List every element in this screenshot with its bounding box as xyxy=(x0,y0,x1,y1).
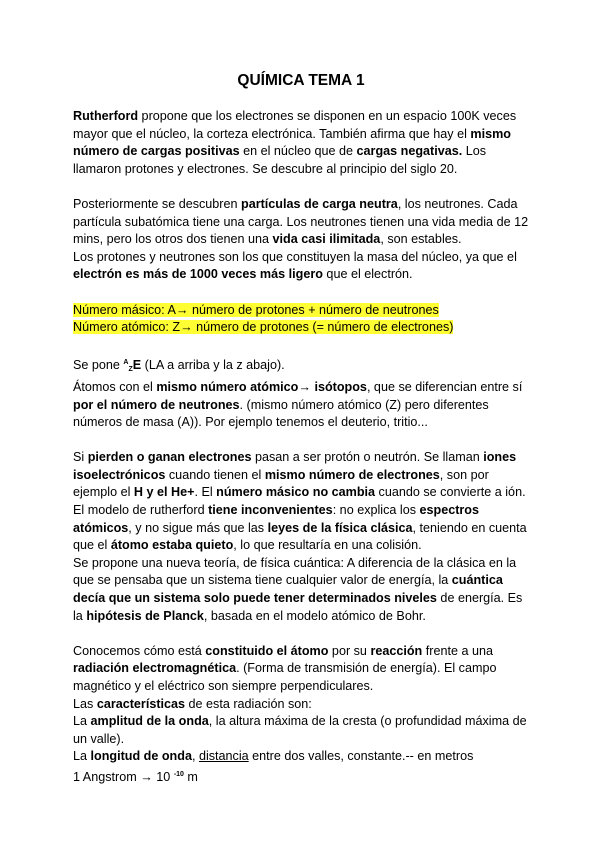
bold-text: cuántica decía que un sistema solo puede tener determinados niveles xyxy=(73,573,503,606)
text-run: , son estables. xyxy=(380,232,462,247)
text-run: Se propone una nueva teoría, de física cuántica: A diferencia de la clásica en la que se pensaba que un sistema tiene cualquier valor de energía, la xyxy=(73,555,517,588)
text-run: , y no sigue más que las xyxy=(128,520,268,535)
text-run: en el núcleo que de xyxy=(239,144,357,159)
paragraph xyxy=(73,766,533,787)
bold-text: iones isoelectrónicos xyxy=(73,450,517,482)
paragraph-gap xyxy=(73,337,533,355)
text-run: , son por ejemplo el xyxy=(73,467,489,500)
text-run: Los protones y neutrones son los que constituyen la masa del núcleo, ya que el xyxy=(73,249,517,264)
bold-text: E xyxy=(132,358,142,373)
paragraph-gap xyxy=(73,432,533,450)
text-run: m xyxy=(183,769,198,784)
bold-text: constituido el átomo xyxy=(205,643,329,658)
bold-text: H y el He+ xyxy=(133,485,195,500)
bold-text: características xyxy=(96,696,186,711)
bold-text: hipótesis de Planck xyxy=(86,608,204,623)
text-run: propone que los electrones se disponen en un espacio 100K veces mayor que el núcleo, la corteza electrónica. También afirma que hay el xyxy=(73,109,517,141)
text-run: . (mismo número atómico (Z) pero diferentes números de masa (A)). Por ejemplo tenemos el deuterio, tritio... xyxy=(73,397,489,430)
text-run: entre dos valles, constante.-- en metros xyxy=(248,749,474,764)
bold-text: espectros atómicos xyxy=(73,503,480,535)
paragraph xyxy=(73,302,533,320)
paragraph xyxy=(73,196,533,249)
subscript: Z xyxy=(128,366,133,374)
page-title: QUÍMICA TEMA 1 xyxy=(237,72,365,89)
text-run: El modelo de rutherford xyxy=(73,503,209,518)
text-run: Conocemos cómo está xyxy=(73,643,206,658)
paragraph xyxy=(73,379,533,432)
bold-text: Rutherford xyxy=(73,109,139,123)
paragraph-gap xyxy=(73,625,533,643)
text-run: , lo que resultaría en una colisión. xyxy=(233,538,422,553)
text-run: Si xyxy=(73,450,88,465)
bold-text: cargas negativas. xyxy=(356,144,463,159)
text-run: frente a una xyxy=(422,643,493,658)
bold-text: vida casi ilimitada xyxy=(272,232,381,247)
text-run: , la altura máxima de la cresta (o profundidad máxima de un valle). xyxy=(73,714,527,746)
text-run: Se pone xyxy=(73,358,124,373)
paragraph xyxy=(73,555,533,625)
bold-text: átomo estaba quieto xyxy=(110,538,234,553)
superscript: -10 xyxy=(173,770,184,778)
text-run: . El xyxy=(194,485,217,500)
text-run: : no explica los xyxy=(332,503,420,518)
paragraph xyxy=(73,696,533,714)
paragraph xyxy=(73,354,533,379)
text-run: , los neutrones. Cada partícula subatómica tiene una carga. Los neutrones tienen una vida media de 12 mins, pero los otros dos tienen una xyxy=(73,196,529,247)
bold-text: radiación electromagnética xyxy=(73,661,237,676)
text-run: Posteriormente se descubren xyxy=(73,196,242,211)
paragraph xyxy=(73,449,533,502)
bold-text: reacción xyxy=(370,643,423,658)
text-run: de esta radiación son: xyxy=(185,696,312,711)
paragraph xyxy=(73,502,533,555)
text-run: Las xyxy=(73,696,97,711)
text-run: de energía. Es la xyxy=(73,591,523,623)
text-run: cuando se convierte a ión. xyxy=(375,485,526,500)
text-run: , que se diferencian entre sí xyxy=(366,379,523,394)
bold-text: longitud de onda xyxy=(90,749,192,764)
paragraph-gap xyxy=(73,178,533,196)
text-run: Los llamaron protones y electrones. Se descubre al principio del siglo 20. xyxy=(73,144,487,176)
text-run: (LA a arriba y la z abajo). xyxy=(141,358,285,373)
text-run: , teniendo en cuenta que el xyxy=(73,520,527,553)
text-run: cuando tienen el xyxy=(165,467,265,482)
bold-text: mismo número de electrones xyxy=(264,467,440,482)
text-run: La xyxy=(73,749,91,764)
paragraph xyxy=(73,319,533,337)
paragraph xyxy=(73,748,533,766)
paragraph xyxy=(73,643,533,696)
highlighted-text: Número másico: A→ número de protones + número de neutrones xyxy=(73,302,439,317)
bold-text: partículas de carga neutra xyxy=(241,196,398,211)
paragraph xyxy=(73,249,533,284)
superscript: A xyxy=(123,359,129,367)
text-run: , xyxy=(191,749,199,764)
bold-text: mismo número atómico→ isótopos xyxy=(156,379,367,394)
text-run: La xyxy=(73,714,91,729)
text-run: Átomos con el xyxy=(73,379,157,394)
document-body xyxy=(73,108,533,787)
text-run: , basada en el modelo atómico de Bohr. xyxy=(203,608,426,623)
text-run: 1 Angstrom → 10 xyxy=(73,769,174,784)
bold-text: tiene inconvenientes xyxy=(208,503,333,518)
paragraph xyxy=(73,713,533,748)
underlined-text: distancia xyxy=(198,749,249,764)
bold-text: leyes de la física clásica xyxy=(267,520,413,535)
bold-text: pierden o ganan electrones xyxy=(87,450,252,465)
text-run: . (Forma de transmisión de energía). El campo magnético y el eléctrico son siempre perpendiculares. xyxy=(73,661,497,693)
bold-text: mismo número de cargas positivas xyxy=(73,126,511,159)
text-run: que el electrón. xyxy=(322,267,413,282)
text-run: pasan a ser protón o neutrón. Se llaman xyxy=(251,450,484,465)
paragraph-gap xyxy=(73,284,533,302)
highlighted-text: Número atómico: Z→ número de protones (= número de electrones) xyxy=(73,320,454,335)
bold-text: electrón es más de 1000 veces más ligero xyxy=(73,267,323,282)
bold-text: amplitud de la onda xyxy=(90,714,209,729)
text-run: por su xyxy=(328,643,371,658)
paragraph xyxy=(73,108,533,178)
bold-text: número másico no cambia xyxy=(216,485,376,500)
bold-text: por el número de neutrones xyxy=(73,397,240,412)
